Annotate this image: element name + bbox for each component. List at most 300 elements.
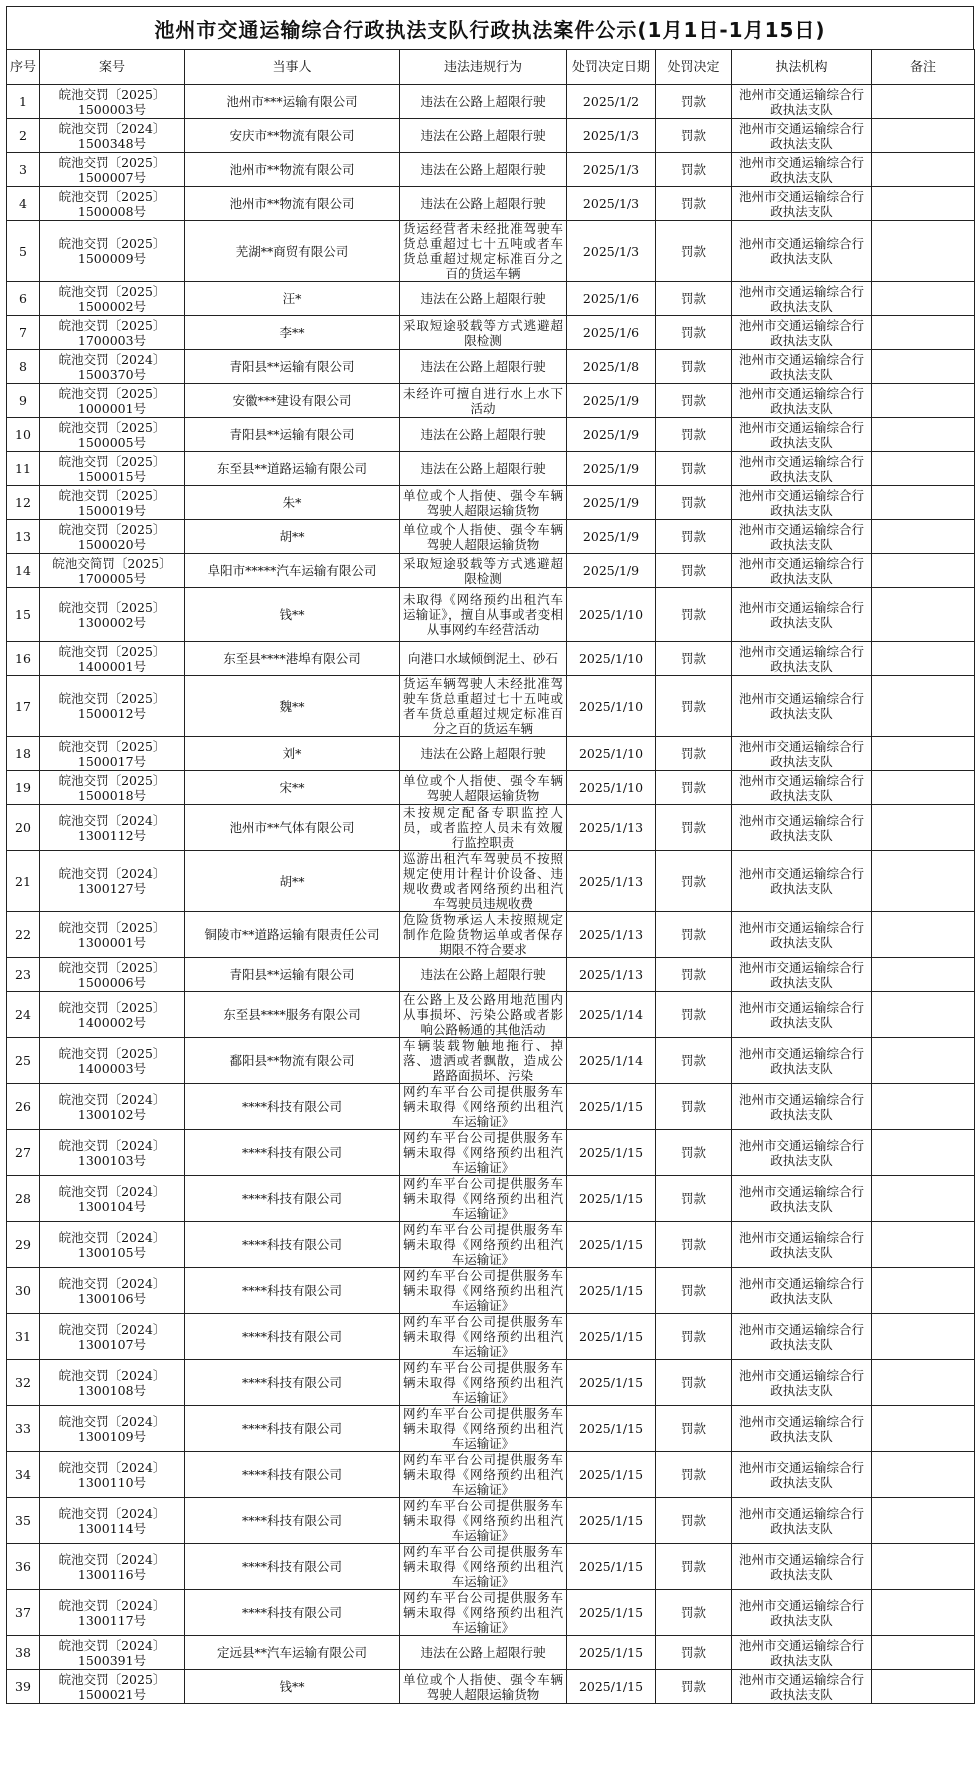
cell-note (872, 588, 975, 642)
cell-no: 14 (7, 554, 40, 588)
cell-party: ****科技有限公司 (185, 1176, 400, 1222)
cell-org: 池州市交通运输综合行政执法支队 (732, 958, 872, 992)
cell-date: 2025/1/3 (567, 187, 656, 221)
cell-no: 31 (7, 1314, 40, 1360)
cell-decision: 罚款 (656, 1406, 732, 1452)
cell-no: 30 (7, 1268, 40, 1314)
cell-party: 铜陵市**道路运输有限责任公司 (185, 912, 400, 958)
cell-org: 池州市交通运输综合行政执法支队 (732, 153, 872, 187)
cell-org: 池州市交通运输综合行政执法支队 (732, 642, 872, 676)
cell-date: 2025/1/13 (567, 912, 656, 958)
cell-party: ****科技有限公司 (185, 1498, 400, 1544)
cell-no: 33 (7, 1406, 40, 1452)
cell-act: 单位或个人指使、强令车辆驾驶人超限运输货物 (400, 1670, 567, 1704)
table-row (7, 676, 975, 737)
cell-note (872, 153, 975, 187)
cell-note (872, 85, 975, 119)
cell-case: 皖池交简罚〔2025〕1700005号 (40, 554, 185, 588)
cell-date: 2025/1/15 (567, 1544, 656, 1590)
cell-act: 单位或个人指使、强令车辆驾驶人超限运输货物 (400, 771, 567, 805)
cell-decision: 罚款 (656, 1544, 732, 1590)
cell-case: 皖池交罚〔2024〕1300114号 (40, 1498, 185, 1544)
cell-note (872, 520, 975, 554)
cell-no: 11 (7, 452, 40, 486)
cell-act: 违法在公路上超限行驶 (400, 119, 567, 153)
cell-no: 7 (7, 316, 40, 350)
table-row (7, 1268, 975, 1314)
header-no: 序号 (7, 50, 40, 85)
cell-date: 2025/1/15 (567, 1406, 656, 1452)
cell-org: 池州市交通运输综合行政执法支队 (732, 520, 872, 554)
cell-act: 在公路上及公路用地范围内从事损坏、污染公路或者影响公路畅通的其他活动 (400, 992, 567, 1038)
cell-act: 违法在公路上超限行驶 (400, 418, 567, 452)
table-body (7, 85, 975, 1704)
cell-case: 皖池交罚〔2025〕1500012号 (40, 676, 185, 737)
cell-decision: 罚款 (656, 1222, 732, 1268)
cell-party: ****科技有限公司 (185, 1406, 400, 1452)
cell-date: 2025/1/13 (567, 805, 656, 851)
cell-org: 池州市交通运输综合行政执法支队 (732, 1314, 872, 1360)
cell-org: 池州市交通运输综合行政执法支队 (732, 221, 872, 282)
cell-party: 安庆市**物流有限公司 (185, 119, 400, 153)
cell-party: 芜湖**商贸有限公司 (185, 221, 400, 282)
table-row (7, 119, 975, 153)
cell-decision: 罚款 (656, 912, 732, 958)
cell-note (872, 1590, 975, 1636)
cell-act: 单位或个人指使、强令车辆驾驶人超限运输货物 (400, 520, 567, 554)
cell-party: 钱** (185, 1670, 400, 1704)
cell-decision: 罚款 (656, 805, 732, 851)
cell-no: 13 (7, 520, 40, 554)
cell-note (872, 119, 975, 153)
cell-case: 皖池交罚〔2025〕1700003号 (40, 316, 185, 350)
cell-no: 26 (7, 1084, 40, 1130)
cell-case: 皖池交罚〔2025〕1500015号 (40, 452, 185, 486)
table-row (7, 418, 975, 452)
cell-date: 2025/1/9 (567, 384, 656, 418)
table-row (7, 1544, 975, 1590)
cell-case: 皖池交罚〔2025〕1500005号 (40, 418, 185, 452)
table-row (7, 1452, 975, 1498)
cell-org: 池州市交通运输综合行政执法支队 (732, 1084, 872, 1130)
cell-date: 2025/1/10 (567, 588, 656, 642)
cell-no: 21 (7, 851, 40, 912)
cell-date: 2025/1/6 (567, 316, 656, 350)
cell-decision: 罚款 (656, 588, 732, 642)
cell-note (872, 1268, 975, 1314)
cell-party: 鄱阳县**物流有限公司 (185, 1038, 400, 1084)
cell-date: 2025/1/8 (567, 350, 656, 384)
cell-decision: 罚款 (656, 1314, 732, 1360)
cell-party: ****科技有限公司 (185, 1314, 400, 1360)
cell-case: 皖池交罚〔2024〕1300104号 (40, 1176, 185, 1222)
cell-no: 35 (7, 1498, 40, 1544)
cell-date: 2025/1/15 (567, 1176, 656, 1222)
cell-party: 东至县****服务有限公司 (185, 992, 400, 1038)
cell-org: 池州市交通运输综合行政执法支队 (732, 119, 872, 153)
cell-no: 17 (7, 676, 40, 737)
table-row (7, 187, 975, 221)
cell-case: 皖池交罚〔2025〕1300002号 (40, 588, 185, 642)
cell-decision: 罚款 (656, 1268, 732, 1314)
cell-case: 皖池交罚〔2025〕1500021号 (40, 1670, 185, 1704)
cell-org: 池州市交通运输综合行政执法支队 (732, 737, 872, 771)
table-row (7, 992, 975, 1038)
cell-act: 向港口水域倾倒泥土、砂石 (400, 642, 567, 676)
cell-decision: 罚款 (656, 452, 732, 486)
cell-date: 2025/1/15 (567, 1314, 656, 1360)
cell-act: 未经许可擅自进行水上水下活动 (400, 384, 567, 418)
cell-note (872, 1222, 975, 1268)
table-row (7, 805, 975, 851)
cell-org: 池州市交通运输综合行政执法支队 (732, 1590, 872, 1636)
cell-no: 10 (7, 418, 40, 452)
cell-org: 池州市交通运输综合行政执法支队 (732, 1498, 872, 1544)
table-row (7, 1130, 975, 1176)
cell-decision: 罚款 (656, 1636, 732, 1670)
cell-org: 池州市交通运输综合行政执法支队 (732, 1636, 872, 1670)
cell-case: 皖池交罚〔2024〕1300112号 (40, 805, 185, 851)
cell-act: 网约车平台公司提供服务车辆未取得《网络预约出租汽车运输证》 (400, 1406, 567, 1452)
cell-act: 违法在公路上超限行驶 (400, 85, 567, 119)
cell-org: 池州市交通运输综合行政执法支队 (732, 486, 872, 520)
cell-note (872, 221, 975, 282)
cell-party: 钱** (185, 588, 400, 642)
table-row (7, 1222, 975, 1268)
cell-act: 采取短途驳载等方式逃避超限检测 (400, 554, 567, 588)
cell-case: 皖池交罚〔2025〕1400003号 (40, 1038, 185, 1084)
cell-org: 池州市交通运输综合行政执法支队 (732, 452, 872, 486)
cell-act: 违法在公路上超限行驶 (400, 737, 567, 771)
cell-party: 池州市***运输有限公司 (185, 85, 400, 119)
cell-party: 定远县**汽车运输有限公司 (185, 1636, 400, 1670)
cell-org: 池州市交通运输综合行政执法支队 (732, 350, 872, 384)
cell-org: 池州市交通运输综合行政执法支队 (732, 282, 872, 316)
cell-date: 2025/1/3 (567, 221, 656, 282)
cell-decision: 罚款 (656, 851, 732, 912)
cell-act: 未取得《网络预约出租汽车运输证》，擅自从事或者变相从事网约车经营活动 (400, 588, 567, 642)
cell-no: 24 (7, 992, 40, 1038)
cell-org: 池州市交通运输综合行政执法支队 (732, 1038, 872, 1084)
cell-org: 池州市交通运输综合行政执法支队 (732, 1452, 872, 1498)
cell-no: 23 (7, 958, 40, 992)
cell-org: 池州市交通运输综合行政执法支队 (732, 805, 872, 851)
cell-no: 5 (7, 221, 40, 282)
cell-date: 2025/1/15 (567, 1268, 656, 1314)
cell-case: 皖池交罚〔2025〕1400002号 (40, 992, 185, 1038)
cell-note (872, 676, 975, 737)
header-date: 处罚决定日期 (567, 50, 656, 85)
cell-note (872, 851, 975, 912)
cell-no: 18 (7, 737, 40, 771)
cell-no: 34 (7, 1452, 40, 1498)
cell-date: 2025/1/14 (567, 1038, 656, 1084)
header-decision: 处罚决定 (656, 50, 732, 85)
cell-act: 货运车辆驾驶人未经批准驾驶车货总重超过七十五吨或者车货总重超过规定标准百分之百的货运车辆 (400, 676, 567, 737)
cell-org: 池州市交通运输综合行政执法支队 (732, 1406, 872, 1452)
cell-org: 池州市交通运输综合行政执法支队 (732, 588, 872, 642)
cell-no: 2 (7, 119, 40, 153)
cell-no: 1 (7, 85, 40, 119)
cell-case: 皖池交罚〔2024〕1300110号 (40, 1452, 185, 1498)
cell-note (872, 1176, 975, 1222)
cell-case: 皖池交罚〔2025〕1500018号 (40, 771, 185, 805)
cell-act: 巡游出租汽车驾驶员不按照规定使用计程计价设备、违规收费或者网络预约出租汽车驾驶员违规收费 (400, 851, 567, 912)
cell-party: 胡** (185, 520, 400, 554)
cell-act: 违法在公路上超限行驶 (400, 1636, 567, 1670)
table-row (7, 1314, 975, 1360)
cell-case: 皖池交罚〔2024〕1300103号 (40, 1130, 185, 1176)
cell-case: 皖池交罚〔2024〕1300117号 (40, 1590, 185, 1636)
cell-case: 皖池交罚〔2024〕1300127号 (40, 851, 185, 912)
cell-date: 2025/1/14 (567, 992, 656, 1038)
cell-party: 东至县**道路运输有限公司 (185, 452, 400, 486)
cell-decision: 罚款 (656, 992, 732, 1038)
cell-no: 15 (7, 588, 40, 642)
cell-act: 网约车平台公司提供服务车辆未取得《网络预约出租汽车运输证》 (400, 1130, 567, 1176)
cell-org: 池州市交通运输综合行政执法支队 (732, 992, 872, 1038)
cell-date: 2025/1/15 (567, 1084, 656, 1130)
cell-decision: 罚款 (656, 1360, 732, 1406)
cell-note (872, 737, 975, 771)
document-title: 池州市交通运输综合行政执法支队行政执法案件公示(1月1日-1月15日) (6, 6, 974, 49)
cell-org: 池州市交通运输综合行政执法支队 (732, 554, 872, 588)
cell-party: ****科技有限公司 (185, 1590, 400, 1636)
cell-party: ****科技有限公司 (185, 1452, 400, 1498)
table-row (7, 1038, 975, 1084)
cell-no: 4 (7, 187, 40, 221)
cell-decision: 罚款 (656, 119, 732, 153)
cell-decision: 罚款 (656, 187, 732, 221)
cell-note (872, 1636, 975, 1670)
cell-party: ****科技有限公司 (185, 1360, 400, 1406)
cell-no: 12 (7, 486, 40, 520)
cell-case: 皖池交罚〔2025〕1500007号 (40, 153, 185, 187)
cell-no: 19 (7, 771, 40, 805)
cell-note (872, 1452, 975, 1498)
cell-date: 2025/1/10 (567, 676, 656, 737)
table-row (7, 771, 975, 805)
table-row (7, 1636, 975, 1670)
header-party: 当事人 (185, 50, 400, 85)
cell-date: 2025/1/13 (567, 958, 656, 992)
cell-date: 2025/1/9 (567, 520, 656, 554)
cell-party: ****科技有限公司 (185, 1544, 400, 1590)
cell-party: 池州市**物流有限公司 (185, 187, 400, 221)
cell-decision: 罚款 (656, 737, 732, 771)
cell-decision: 罚款 (656, 1590, 732, 1636)
cell-no: 25 (7, 1038, 40, 1084)
table-row (7, 384, 975, 418)
cell-case: 皖池交罚〔2024〕1300105号 (40, 1222, 185, 1268)
cell-date: 2025/1/15 (567, 1590, 656, 1636)
cell-decision: 罚款 (656, 282, 732, 316)
cell-party: 阜阳市*****汽车运输有限公司 (185, 554, 400, 588)
cell-org: 池州市交通运输综合行政执法支队 (732, 1130, 872, 1176)
cell-case: 皖池交罚〔2024〕1500370号 (40, 350, 185, 384)
cell-party: 青阳县**运输有限公司 (185, 418, 400, 452)
cell-note (872, 486, 975, 520)
table-row (7, 912, 975, 958)
table-row (7, 520, 975, 554)
cell-party: 宋** (185, 771, 400, 805)
cell-case: 皖池交罚〔2025〕1500008号 (40, 187, 185, 221)
cell-party: 东至县****港埠有限公司 (185, 642, 400, 676)
cell-note (872, 992, 975, 1038)
cell-case: 皖池交罚〔2025〕1500003号 (40, 85, 185, 119)
cell-act: 违法在公路上超限行驶 (400, 452, 567, 486)
cell-note (872, 1084, 975, 1130)
cell-decision: 罚款 (656, 1452, 732, 1498)
table-row (7, 958, 975, 992)
cell-date: 2025/1/9 (567, 452, 656, 486)
cell-note (872, 1406, 975, 1452)
cell-org: 池州市交通运输综合行政执法支队 (732, 1544, 872, 1590)
cell-note (872, 912, 975, 958)
cell-decision: 罚款 (656, 1084, 732, 1130)
table-row (7, 1590, 975, 1636)
cell-note (872, 1130, 975, 1176)
cell-act: 危险货物承运人未按照规定制作危险货物运单或者保存期限不符合要求 (400, 912, 567, 958)
cell-note (872, 418, 975, 452)
table-row (7, 221, 975, 282)
cell-date: 2025/1/10 (567, 737, 656, 771)
cell-decision: 罚款 (656, 554, 732, 588)
table-row (7, 1498, 975, 1544)
cell-org: 池州市交通运输综合行政执法支队 (732, 1176, 872, 1222)
cell-date: 2025/1/15 (567, 1670, 656, 1704)
cell-org: 池州市交通运输综合行政执法支队 (732, 912, 872, 958)
cell-no: 36 (7, 1544, 40, 1590)
cell-date: 2025/1/9 (567, 418, 656, 452)
cell-date: 2025/1/3 (567, 119, 656, 153)
cell-decision: 罚款 (656, 642, 732, 676)
cell-org: 池州市交通运输综合行政执法支队 (732, 1360, 872, 1406)
cell-case: 皖池交罚〔2025〕1500020号 (40, 520, 185, 554)
cell-party: ****科技有限公司 (185, 1084, 400, 1130)
cell-no: 16 (7, 642, 40, 676)
cell-date: 2025/1/9 (567, 486, 656, 520)
cell-act: 网约车平台公司提供服务车辆未取得《网络预约出租汽车运输证》 (400, 1590, 567, 1636)
cell-note (872, 316, 975, 350)
cell-note (872, 1038, 975, 1084)
table-row (7, 1360, 975, 1406)
cell-act: 网约车平台公司提供服务车辆未取得《网络预约出租汽车运输证》 (400, 1314, 567, 1360)
cell-date: 2025/1/15 (567, 1636, 656, 1670)
document (6, 6, 974, 1704)
cell-party: ****科技有限公司 (185, 1130, 400, 1176)
table-row (7, 1406, 975, 1452)
cell-case: 皖池交罚〔2025〕1500019号 (40, 486, 185, 520)
table-row (7, 1670, 975, 1704)
cell-org: 池州市交通运输综合行政执法支队 (732, 771, 872, 805)
cell-case: 皖池交罚〔2025〕1300001号 (40, 912, 185, 958)
cell-note (872, 805, 975, 851)
cell-decision: 罚款 (656, 221, 732, 282)
cell-act: 网约车平台公司提供服务车辆未取得《网络预约出租汽车运输证》 (400, 1176, 567, 1222)
cell-case: 皖池交罚〔2025〕1500017号 (40, 737, 185, 771)
cell-note (872, 1314, 975, 1360)
cell-party: 胡** (185, 851, 400, 912)
cell-no: 9 (7, 384, 40, 418)
cell-act: 违法在公路上超限行驶 (400, 187, 567, 221)
cell-party: ****科技有限公司 (185, 1222, 400, 1268)
cell-note (872, 187, 975, 221)
cell-note (872, 554, 975, 588)
table-row (7, 153, 975, 187)
cell-act: 未按规定配备专职监控人员，或者监控人员未有效履行监控职责 (400, 805, 567, 851)
cell-org: 池州市交通运输综合行政执法支队 (732, 1268, 872, 1314)
cell-case: 皖池交罚〔2024〕1300107号 (40, 1314, 185, 1360)
cell-org: 池州市交通运输综合行政执法支队 (732, 676, 872, 737)
table-row (7, 554, 975, 588)
table-row (7, 1084, 975, 1130)
cell-act: 单位或个人指使、强令车辆驾驶人超限运输货物 (400, 486, 567, 520)
cell-date: 2025/1/15 (567, 1130, 656, 1176)
cell-date: 2025/1/6 (567, 282, 656, 316)
header-act: 违法违规行为 (400, 50, 567, 85)
cell-party: 魏** (185, 676, 400, 737)
cell-decision: 罚款 (656, 1038, 732, 1084)
cell-decision: 罚款 (656, 384, 732, 418)
cell-no: 29 (7, 1222, 40, 1268)
cell-note (872, 452, 975, 486)
cell-no: 37 (7, 1590, 40, 1636)
cell-decision: 罚款 (656, 153, 732, 187)
cell-decision: 罚款 (656, 350, 732, 384)
cell-case: 皖池交罚〔2025〕1400001号 (40, 642, 185, 676)
cell-party: ****科技有限公司 (185, 1268, 400, 1314)
cell-date: 2025/1/15 (567, 1222, 656, 1268)
cell-decision: 罚款 (656, 676, 732, 737)
cell-act: 违法在公路上超限行驶 (400, 350, 567, 384)
cell-case: 皖池交罚〔2024〕1300106号 (40, 1268, 185, 1314)
cell-date: 2025/1/9 (567, 554, 656, 588)
table-header-row (7, 50, 975, 85)
cell-date: 2025/1/10 (567, 642, 656, 676)
cell-act: 网约车平台公司提供服务车辆未取得《网络预约出租汽车运输证》 (400, 1452, 567, 1498)
cell-decision: 罚款 (656, 771, 732, 805)
cell-org: 池州市交通运输综合行政执法支队 (732, 418, 872, 452)
table-row (7, 350, 975, 384)
cell-date: 2025/1/10 (567, 771, 656, 805)
header-case: 案号 (40, 50, 185, 85)
table-row (7, 1176, 975, 1222)
table-row (7, 316, 975, 350)
cell-party: 李** (185, 316, 400, 350)
cell-note (872, 350, 975, 384)
cell-org: 池州市交通运输综合行政执法支队 (732, 1670, 872, 1704)
cell-no: 32 (7, 1360, 40, 1406)
cell-case: 皖池交罚〔2024〕1300102号 (40, 1084, 185, 1130)
cell-party: 青阳县**运输有限公司 (185, 958, 400, 992)
cell-no: 20 (7, 805, 40, 851)
table-row (7, 737, 975, 771)
cell-act: 采取短途驳载等方式逃避超限检测 (400, 316, 567, 350)
cell-no: 8 (7, 350, 40, 384)
cell-decision: 罚款 (656, 418, 732, 452)
cell-decision: 罚款 (656, 1670, 732, 1704)
table-row (7, 282, 975, 316)
cell-no: 27 (7, 1130, 40, 1176)
table-row (7, 642, 975, 676)
cell-org: 池州市交通运输综合行政执法支队 (732, 1222, 872, 1268)
cell-case: 皖池交罚〔2025〕1500002号 (40, 282, 185, 316)
cell-case: 皖池交罚〔2024〕1300109号 (40, 1406, 185, 1452)
cell-decision: 罚款 (656, 316, 732, 350)
cell-party: 朱* (185, 486, 400, 520)
header-org: 执法机构 (732, 50, 872, 85)
